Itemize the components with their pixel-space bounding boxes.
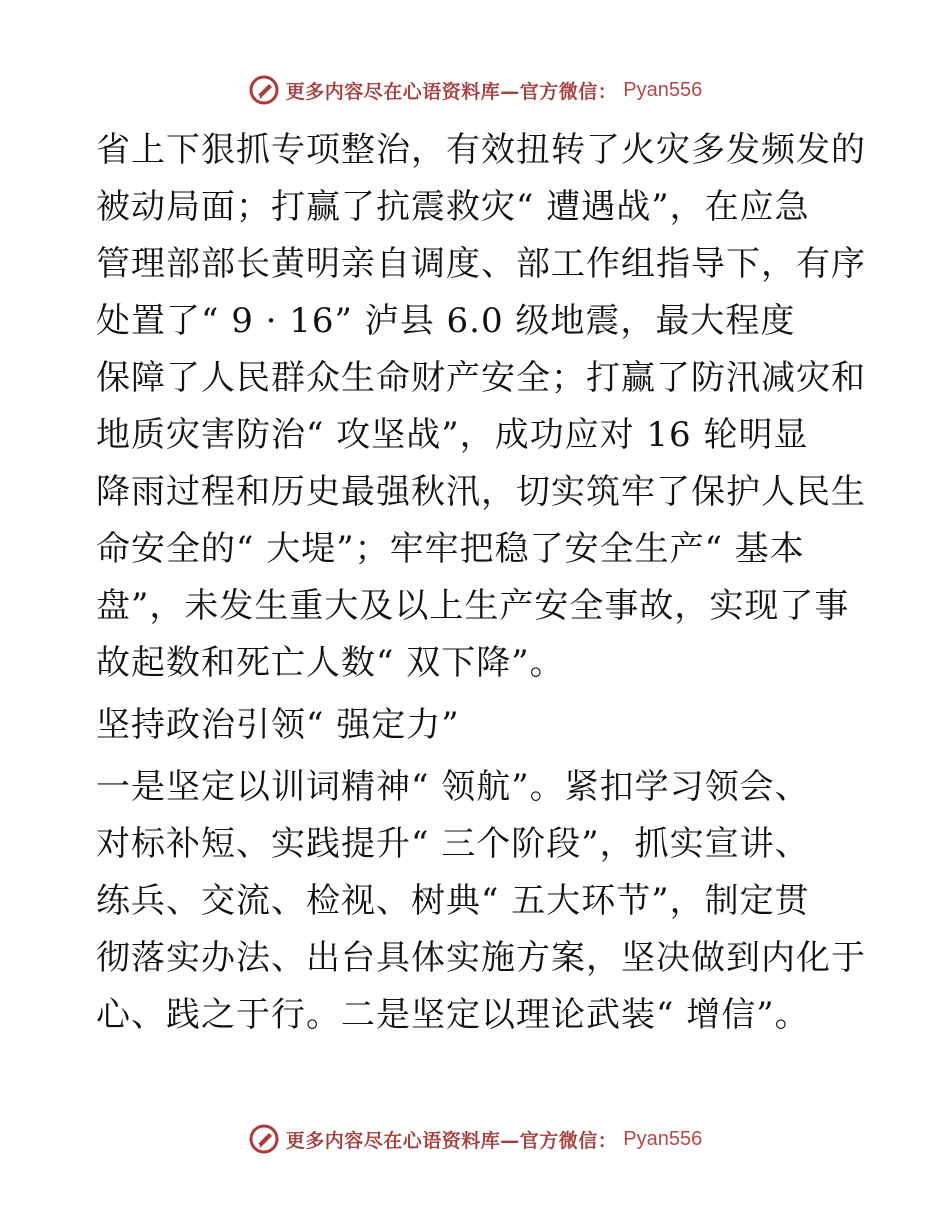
watermark-contact: Pyan556: [623, 1127, 703, 1150]
text-line: 练兵、交流、检视、树典“ 五大环节”，制定贯: [96, 881, 810, 921]
text-line: 省上下狠抓专项整治，有效扭转了火灾多发频发的: [96, 130, 866, 170]
text-line: 盘”，未发生重大及以上生产安全事故，实现了事: [96, 586, 850, 626]
watermark-text: 更多内容尽在心语资料库—官方微信：: [285, 1129, 618, 1152]
pen-logo-icon: [248, 74, 280, 106]
text-line: 处置了“ 9 · 16” 泸县 6.0 级地震，最大程度: [96, 301, 796, 341]
text-line: 地质灾害防治“ 攻坚战”，成功应对 16 轮明显: [96, 415, 809, 455]
text-line: 保障了人民群众生命财产安全；打赢了防汛减灾和: [96, 358, 866, 398]
document-body: [96, 122, 866, 1044]
text-line: 故起数和死亡人数“ 双下降”。: [96, 643, 565, 683]
text-line: 心、践之于行。二是坚定以理论武装“ 增信”。: [96, 995, 810, 1035]
pen-logo-icon: [248, 1123, 280, 1155]
watermark-contact: Pyan556: [623, 78, 703, 101]
footer-watermark: [0, 1117, 950, 1161]
text-line: 彻落实办法、出台具体实施方案，坚决做到内化于: [96, 938, 866, 978]
text-line: 对标补短、实践提升“ 三个阶段”，抓实宣讲、: [96, 824, 810, 864]
section-heading: 坚持政治引领“ 强定力”: [96, 705, 460, 745]
header-watermark: [0, 68, 950, 112]
text-line: 管理部部长黄明亲自调度、部工作组指导下，有序: [96, 244, 866, 284]
text-line: 被动局面；打赢了抗震救灾“ 遭遇战”，在应急: [96, 187, 810, 227]
text-line: 一是坚定以训词精神“ 领航”。紧扣学习领会、: [96, 767, 810, 807]
text-line: 降雨过程和历史最强秋汛，切实筑牢了保护人民生: [96, 472, 866, 512]
text-line: 命安全的“ 大堤”；牢牢把稳了安全生产“ 基本: [96, 529, 805, 569]
watermark-text: 更多内容尽在心语资料库—官方微信：: [285, 80, 618, 103]
